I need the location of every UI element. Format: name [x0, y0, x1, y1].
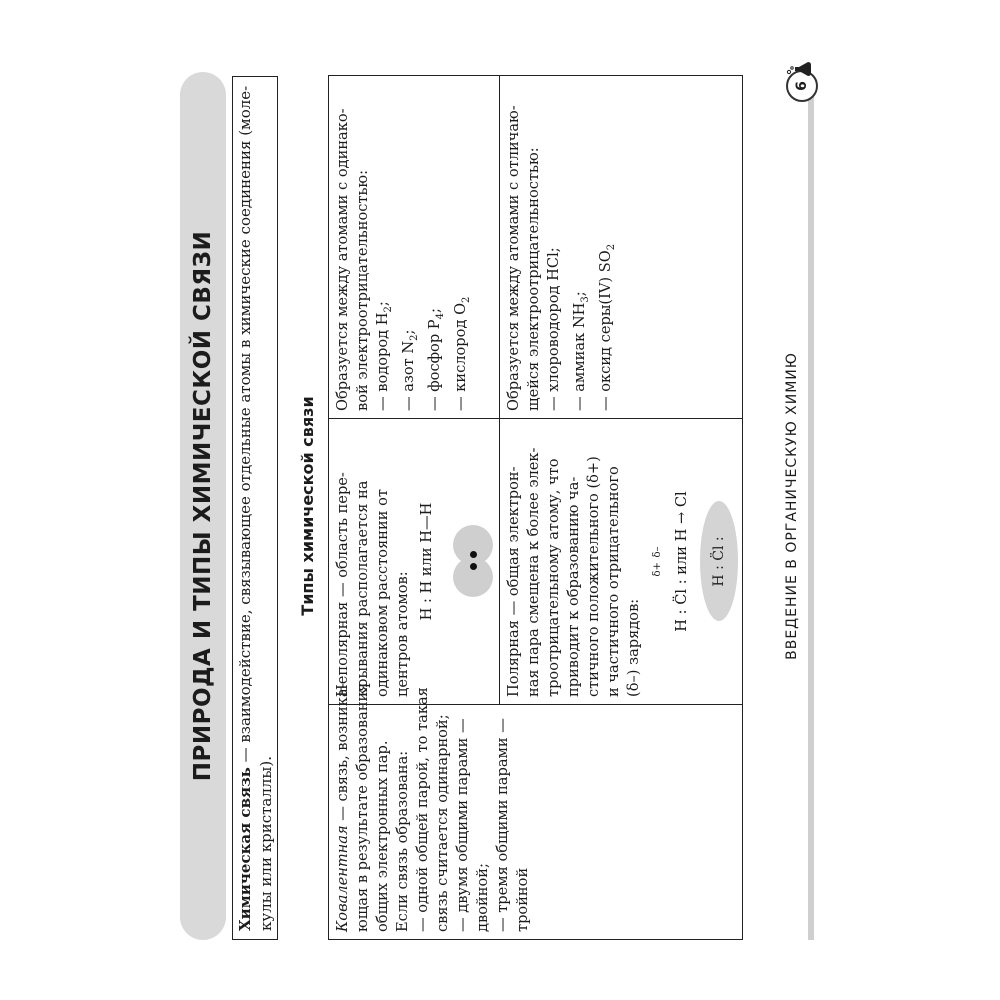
example-sub: 2 — [382, 306, 394, 313]
covalent-line: тройной — [514, 867, 531, 932]
rotated-page-content — [180, 60, 820, 940]
definition-term: Химическая связь — [236, 767, 254, 931]
nonpolar-line: крывания располагается на — [354, 480, 371, 697]
nonpolar-line: Неполярная — область пере- — [334, 472, 351, 697]
definition-text-1: — взаимодействие, связывающее отдельные атомы в химические соединения (моле- — [236, 85, 254, 768]
polar-cloud-diagram: H : C̈l : — [700, 502, 738, 622]
polar-examples-line: Образуется между атомами с отличаю- — [505, 105, 522, 411]
delta-plus-label: δ+ — [652, 562, 663, 577]
example-text: — азот N — [399, 340, 417, 411]
covalent-cell — [329, 682, 743, 940]
nonpolar-examples-line: Образуется между атомами с одинако- — [334, 108, 351, 411]
example-item — [570, 83, 596, 411]
overlap-diagram — [451, 520, 495, 604]
polar-line: троотрицательному атому, что — [545, 458, 562, 697]
example-end: ; — [374, 301, 391, 307]
covalent-line: двойной; — [474, 863, 491, 932]
footer-chapter-title: ВВЕДЕНИЕ В ОРГАНИЧЕСКУЮ ХИМИЮ — [784, 352, 800, 660]
page-number: 6 — [786, 70, 818, 102]
nonpolar-formula: H : H или H—H — [418, 502, 435, 621]
polar-line: Полярная — общая электрон- — [505, 466, 522, 697]
flask-icon — [786, 60, 812, 78]
polar-examples-line: щейся электроотрицательностью: — [525, 147, 542, 411]
covalent-line: Если связь образована: — [394, 750, 411, 932]
example-text: — водород H — [374, 312, 391, 411]
example-text: — кислород O — [451, 302, 469, 411]
polar-formula: H : C̈l : или H → Cl — [672, 491, 690, 632]
covalent-line: общих электронных пар. — [374, 740, 391, 932]
example-sub: 2 — [605, 243, 617, 251]
nonpolar-examples-cell — [329, 76, 500, 419]
nonpolar-line: одинаковом расстоянии от — [374, 489, 391, 697]
nonpolar-cell — [329, 419, 500, 705]
example-sub: 2 — [408, 334, 420, 341]
page-title: ПРИРОДА И ТИПЫ ХИМИЧЕСКОЙ СВЯЗИ — [190, 230, 216, 782]
example-text: — аммиак NH — [570, 302, 588, 411]
nonpolar-line: центров атомов: — [394, 571, 411, 697]
covalent-line: связь считается одинарной; — [434, 714, 451, 932]
polar-line: приводит к образованию ча- — [565, 476, 582, 697]
orbital-right — [453, 526, 493, 566]
covalent-term: Ковалентная — [334, 825, 351, 932]
example-sub: 4 — [434, 313, 446, 320]
example-end: ; — [399, 329, 417, 335]
definition-text-2: кулы или кристаллы). — [257, 756, 275, 931]
example-item — [544, 83, 570, 411]
example-sub: 3 — [579, 296, 591, 303]
footer-rule — [808, 92, 814, 940]
bond-types-table — [328, 75, 743, 940]
example-item — [451, 83, 477, 411]
example-item — [596, 83, 622, 411]
example-item — [425, 83, 451, 411]
covalent-line: — двумя общими парами — — [454, 718, 471, 932]
example-item — [373, 83, 399, 411]
example-text: — оксид серы(IV) SO — [596, 250, 614, 411]
delta-minus-label: δ– — [652, 546, 663, 558]
example-end: ; — [545, 247, 562, 253]
covalent-line: ющая в результате образования — [354, 682, 371, 932]
example-text: — фосфор P — [425, 319, 443, 411]
example-text: — хлороводород HCl — [545, 252, 562, 411]
example-item — [399, 83, 425, 411]
example-sub: 2 — [460, 296, 472, 303]
polar-line: ная пара смещена к более элек- — [525, 447, 542, 697]
polar-formula-row — [648, 426, 692, 697]
example-end: ; — [425, 308, 443, 313]
nonpolar-examples-line: вой электроотрицательностью: — [354, 169, 371, 411]
polar-line: (δ–) зарядов: — [625, 598, 642, 697]
covalent-line: — тремя общими парами — — [494, 718, 511, 932]
example-end: ; — [570, 291, 588, 297]
covalent-line: — одной общей парой, то такая — [414, 687, 431, 932]
polar-line: стичного положительного (δ+) — [585, 456, 602, 697]
section-title: Типы химической связи — [298, 396, 317, 616]
polar-examples-cell — [500, 76, 743, 419]
covalent-line: — связь, возника- — [334, 683, 351, 826]
definition-box — [232, 76, 278, 940]
polar-cell — [500, 419, 743, 705]
polar-line: и частичного отрицательного — [605, 466, 622, 697]
